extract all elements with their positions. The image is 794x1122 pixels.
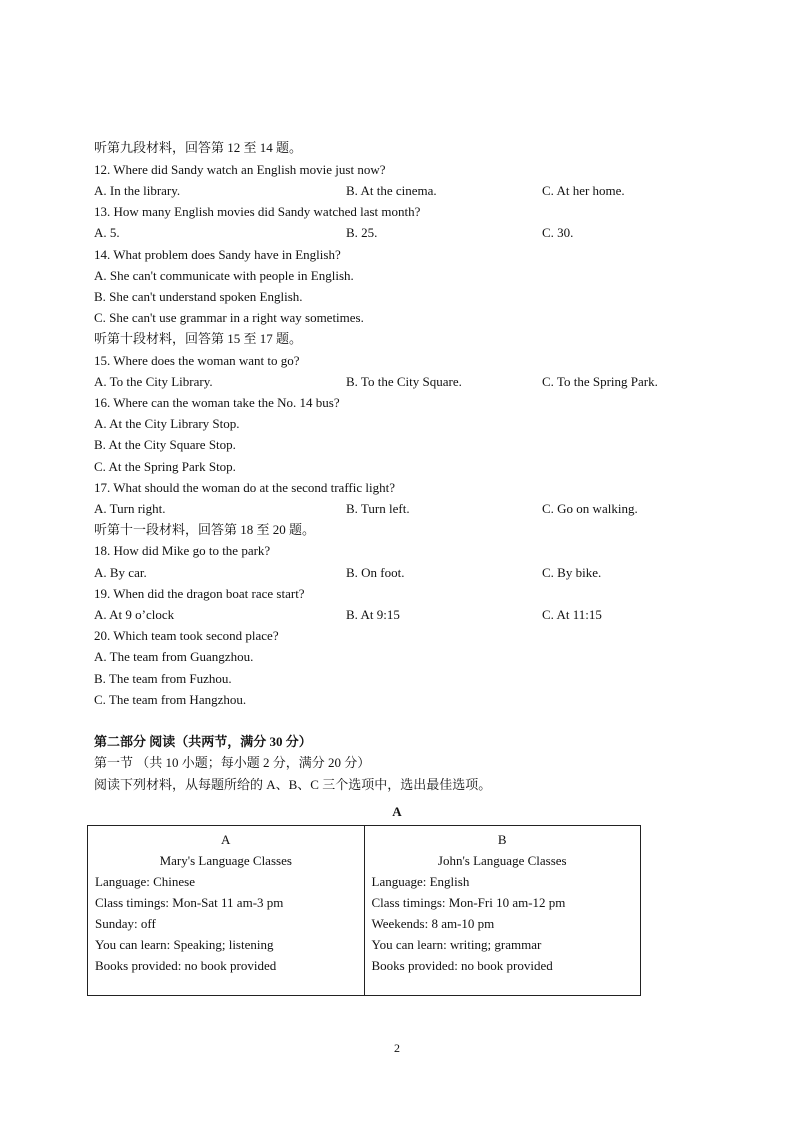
john-class-timings: Class timings: Mon-Fri 10 am-12 pm: [371, 895, 566, 910]
question-17: 17. What should the woman do at the second traffic light?: [94, 480, 395, 495]
mary-you-can-learn: You can learn: Speaking; listening: [95, 937, 274, 952]
part-2-subtitle: 第一节 （共 10 小题；每小题 2 分，满分 20 分）: [94, 755, 371, 770]
question-12-option-b: B. At the cinema.: [346, 183, 437, 198]
john-language: Language: English: [371, 874, 470, 889]
question-17-option-b: B. Turn left.: [346, 501, 410, 516]
question-15-option-a: A. To the City Library.: [94, 374, 213, 389]
question-19-option-c: C. At 11:15: [542, 607, 602, 622]
question-17-option-a: A. Turn right.: [94, 501, 166, 516]
question-16-option-c: C. At the Spring Park Stop.: [94, 459, 236, 474]
question-14: 14. What problem does Sandy have in English?: [94, 247, 341, 262]
part-2-title: 第二部分 阅读（共两节，满分 30 分）: [94, 734, 312, 749]
question-16: 16. Where can the woman take the No. 14 bus?: [94, 395, 340, 410]
question-17-option-c: C. Go on walking.: [542, 501, 638, 516]
question-19-option-b: B. At 9:15: [346, 607, 400, 622]
question-20: 20. Which team took second place?: [94, 628, 279, 643]
question-14-option-c: C. She can't use grammar in a right way sometimes.: [94, 310, 364, 325]
column-letter-a: A: [221, 832, 231, 847]
mary-classes-title: Mary's Language Classes: [159, 853, 292, 868]
mary-classes-cell: [88, 826, 365, 996]
language-classes-table: [87, 825, 641, 996]
passage-label: A: [392, 804, 402, 819]
question-20-option-a: A. The team from Guangzhou.: [94, 649, 254, 664]
question-13-option-a: A. 5.: [94, 225, 120, 240]
john-weekends: Weekends: 8 am-10 pm: [371, 916, 495, 931]
john-classes-cell: [364, 826, 641, 996]
question-20-option-b: B. The team from Fuzhou.: [94, 671, 232, 686]
question-14-option-a: A. She can't communicate with people in English.: [94, 268, 354, 283]
question-13: 13. How many English movies did Sandy watched last month?: [94, 204, 421, 219]
question-15-option-c: C. To the Spring Park.: [542, 374, 658, 389]
question-12-option-c: C. At her home.: [542, 183, 625, 198]
part-2-instructions: 阅读下列材料，从每题所给的 A、B、C 三个选项中，选出最佳选项。: [94, 777, 492, 792]
mary-class-timings: Class timings: Mon-Sat 11 am-3 pm: [95, 895, 284, 910]
john-books-provided: Books provided: no book provided: [371, 958, 553, 973]
mary-books-provided: Books provided: no book provided: [95, 958, 277, 973]
question-16-option-b: B. At the City Square Stop.: [94, 437, 236, 452]
mary-sunday: Sunday: off: [95, 916, 156, 931]
question-14-option-b: B. She can't understand spoken English.: [94, 289, 303, 304]
john-classes-title: John's Language Classes: [437, 853, 567, 868]
mary-language: Language: Chinese: [95, 874, 195, 889]
section-9-heading: 听第九段材料，回答第 12 至 14 题。: [94, 140, 303, 155]
question-15-option-b: B. To the City Square.: [346, 374, 462, 389]
question-13-option-b: B. 25.: [346, 225, 378, 240]
column-letter-b: B: [497, 832, 507, 847]
question-12: 12. Where did Sandy watch an English movie just now?: [94, 162, 386, 177]
question-18-option-a: A. By car.: [94, 565, 147, 580]
john-you-can-learn: You can learn: writing; grammar: [371, 937, 542, 952]
question-19: 19. When did the dragon boat race start?: [94, 586, 305, 601]
question-18: 18. How did Mike go to the park?: [94, 543, 271, 558]
question-20-option-c: C. The team from Hangzhou.: [94, 692, 247, 707]
question-18-option-c: C. By bike.: [542, 565, 602, 580]
question-13-option-c: C. 30.: [542, 225, 574, 240]
section-11-heading: 听第十一段材料，回答第 18 至 20 题。: [94, 522, 316, 537]
question-16-option-a: A. At the City Library Stop.: [94, 416, 240, 431]
question-12-option-a: A. In the library.: [94, 183, 181, 198]
question-18-option-b: B. On foot.: [346, 565, 405, 580]
section-10-heading: 听第十段材料，回答第 15 至 17 题。: [94, 331, 303, 346]
page-number: 2: [394, 1041, 400, 1055]
question-19-option-a: A. At 9 o’clock: [94, 607, 175, 622]
question-15: 15. Where does the woman want to go?: [94, 353, 300, 368]
